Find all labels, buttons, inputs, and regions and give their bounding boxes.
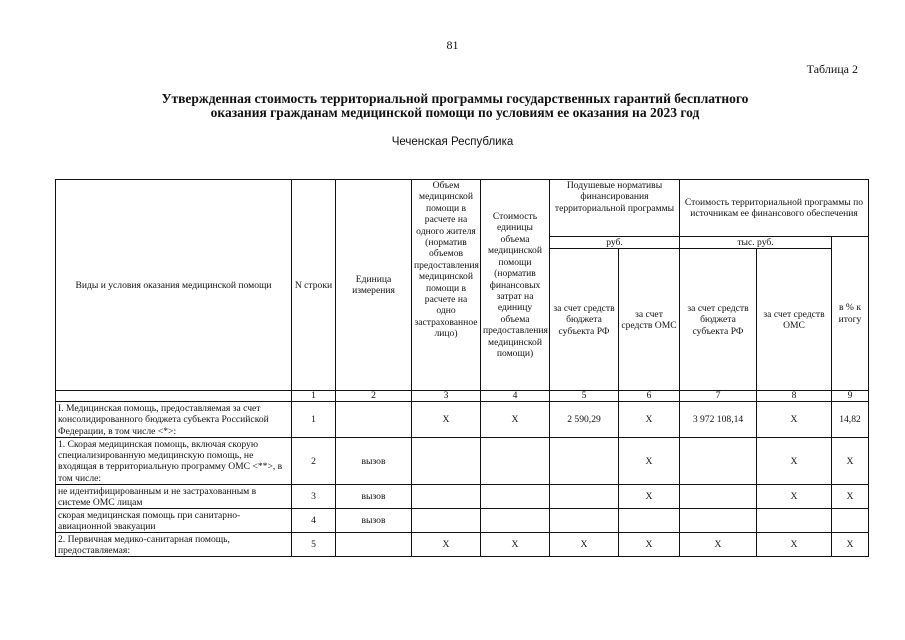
row-volume: X [412, 402, 481, 438]
column-number [56, 391, 292, 402]
column-number: 1 [292, 391, 336, 402]
row-unit-cost: X [481, 533, 550, 557]
row-unit [336, 402, 412, 438]
table-row [56, 402, 869, 438]
row-percent: X [832, 485, 869, 509]
row-name: не идентифицированным и не застрахованным в системе ОМС лицам [56, 485, 292, 509]
row-per-capita-oms: X [619, 402, 680, 438]
row-cost-oms: X [757, 402, 832, 438]
row-volume [412, 509, 481, 533]
row-name: скорая медицинская помощь при санитарно-авиационной эвакуации [56, 509, 292, 533]
row-unit [336, 533, 412, 557]
row-cost-budget: 3 972 108,14 [680, 402, 757, 438]
header-per-capita-budget: за счет средств бюджета субъекта РФ [550, 249, 619, 391]
row-unit: вызов [336, 509, 412, 533]
header-unit: Единица измерения [336, 180, 412, 391]
row-name: 1. Скорая медицинская помощь, включая скорую специализированную медицинскую помощь, не входящая в территориальную программу ОМС <**>, в том числе: [56, 438, 292, 485]
row-per-capita-oms: X [619, 533, 680, 557]
column-number: 3 [412, 391, 481, 402]
table-label: Таблица 2 [806, 62, 858, 76]
row-per-capita-oms: X [619, 438, 680, 485]
column-number: 4 [481, 391, 550, 402]
row-cost-oms [757, 509, 832, 533]
header-per-capita: Подушевые нормативы финансирования территориальной программы [550, 180, 680, 237]
document-title [60, 92, 850, 120]
row-name: I. Медицинская помощь, предоставляемая за счет консолидированного бюджета субъекта Российской Федерации, в том числе <*>: [56, 402, 292, 438]
cost-table [55, 179, 869, 557]
row-per-capita-budget: X [550, 533, 619, 557]
page-number: 81 [446, 38, 459, 52]
row-cost-oms: X [757, 533, 832, 557]
header-kind: Виды и условия оказания медицинской помощи [56, 180, 292, 391]
row-per-capita-budget [550, 485, 619, 509]
row-unit: вызов [336, 438, 412, 485]
row-unit-cost [481, 509, 550, 533]
header-volume: Объем медицинской помощи в расчете на одного жителя (норматив объемов предоставления медицинской помощи в расчете на одно застрахованное лицо) [412, 180, 481, 391]
header-cost-oms: за счет средств ОМС [757, 249, 832, 391]
row-per-capita-budget [550, 509, 619, 533]
row-number: 3 [292, 485, 336, 509]
table-row [56, 533, 869, 557]
row-unit-cost [481, 438, 550, 485]
table-row [56, 509, 869, 533]
header-program-cost: Стоимость территориальной программы по источникам ее финансового обеспечения [680, 180, 869, 237]
row-number: 4 [292, 509, 336, 533]
row-per-capita-budget [550, 438, 619, 485]
row-percent: X [832, 438, 869, 485]
row-unit: вызов [336, 485, 412, 509]
table-row [56, 438, 869, 485]
column-numbers-row [56, 391, 869, 402]
header-cost-budget: за счет средств бюджета субъекта РФ [680, 249, 757, 391]
row-number: 1 [292, 402, 336, 438]
column-number: 9 [832, 391, 869, 402]
row-per-capita-oms [619, 509, 680, 533]
header-unit-cost: Стоимость единицы объема медицинской помощи (норматив финансовых затрат на единицу объема предоставления медицинской помощи) [481, 180, 550, 391]
header-rub: руб. [550, 237, 680, 249]
header-per-capita-oms: за счет средств ОМС [619, 249, 680, 391]
row-cost-budget: X [680, 533, 757, 557]
row-cost-budget [680, 438, 757, 485]
column-number: 6 [619, 391, 680, 402]
column-number: 2 [336, 391, 412, 402]
row-volume [412, 485, 481, 509]
row-cost-budget [680, 485, 757, 509]
row-unit-cost: X [481, 402, 550, 438]
row-unit-cost [481, 485, 550, 509]
title-line-1: Утвержденная стоимость территориальной программы государственных гарантий бесплатного [161, 91, 749, 106]
table-row [56, 485, 869, 509]
title-line-2: оказания гражданам медицинской помощи по условиям ее оказания на 2023 год [210, 105, 700, 120]
row-per-capita-oms: X [619, 485, 680, 509]
region-name: Чеченская Республика [391, 136, 514, 148]
row-cost-budget [680, 509, 757, 533]
row-percent [832, 509, 869, 533]
header-percent: в % к итогу [832, 237, 869, 391]
header-row [56, 180, 869, 237]
row-per-capita-budget: 2 590,29 [550, 402, 619, 438]
row-cost-oms: X [757, 438, 832, 485]
row-volume [412, 438, 481, 485]
row-number: 5 [292, 533, 336, 557]
row-percent: 14,82 [832, 402, 869, 438]
row-number: 2 [292, 438, 336, 485]
column-number: 8 [757, 391, 832, 402]
header-thousand-rub: тыс. руб. [680, 237, 832, 249]
row-name: 2. Первичная медико-санитарная помощь, предоставляемая: [56, 533, 292, 557]
header-row-number: N строки [292, 180, 336, 391]
column-number: 7 [680, 391, 757, 402]
row-percent: X [832, 533, 869, 557]
column-number: 5 [550, 391, 619, 402]
row-volume: X [412, 533, 481, 557]
row-cost-oms: X [757, 485, 832, 509]
